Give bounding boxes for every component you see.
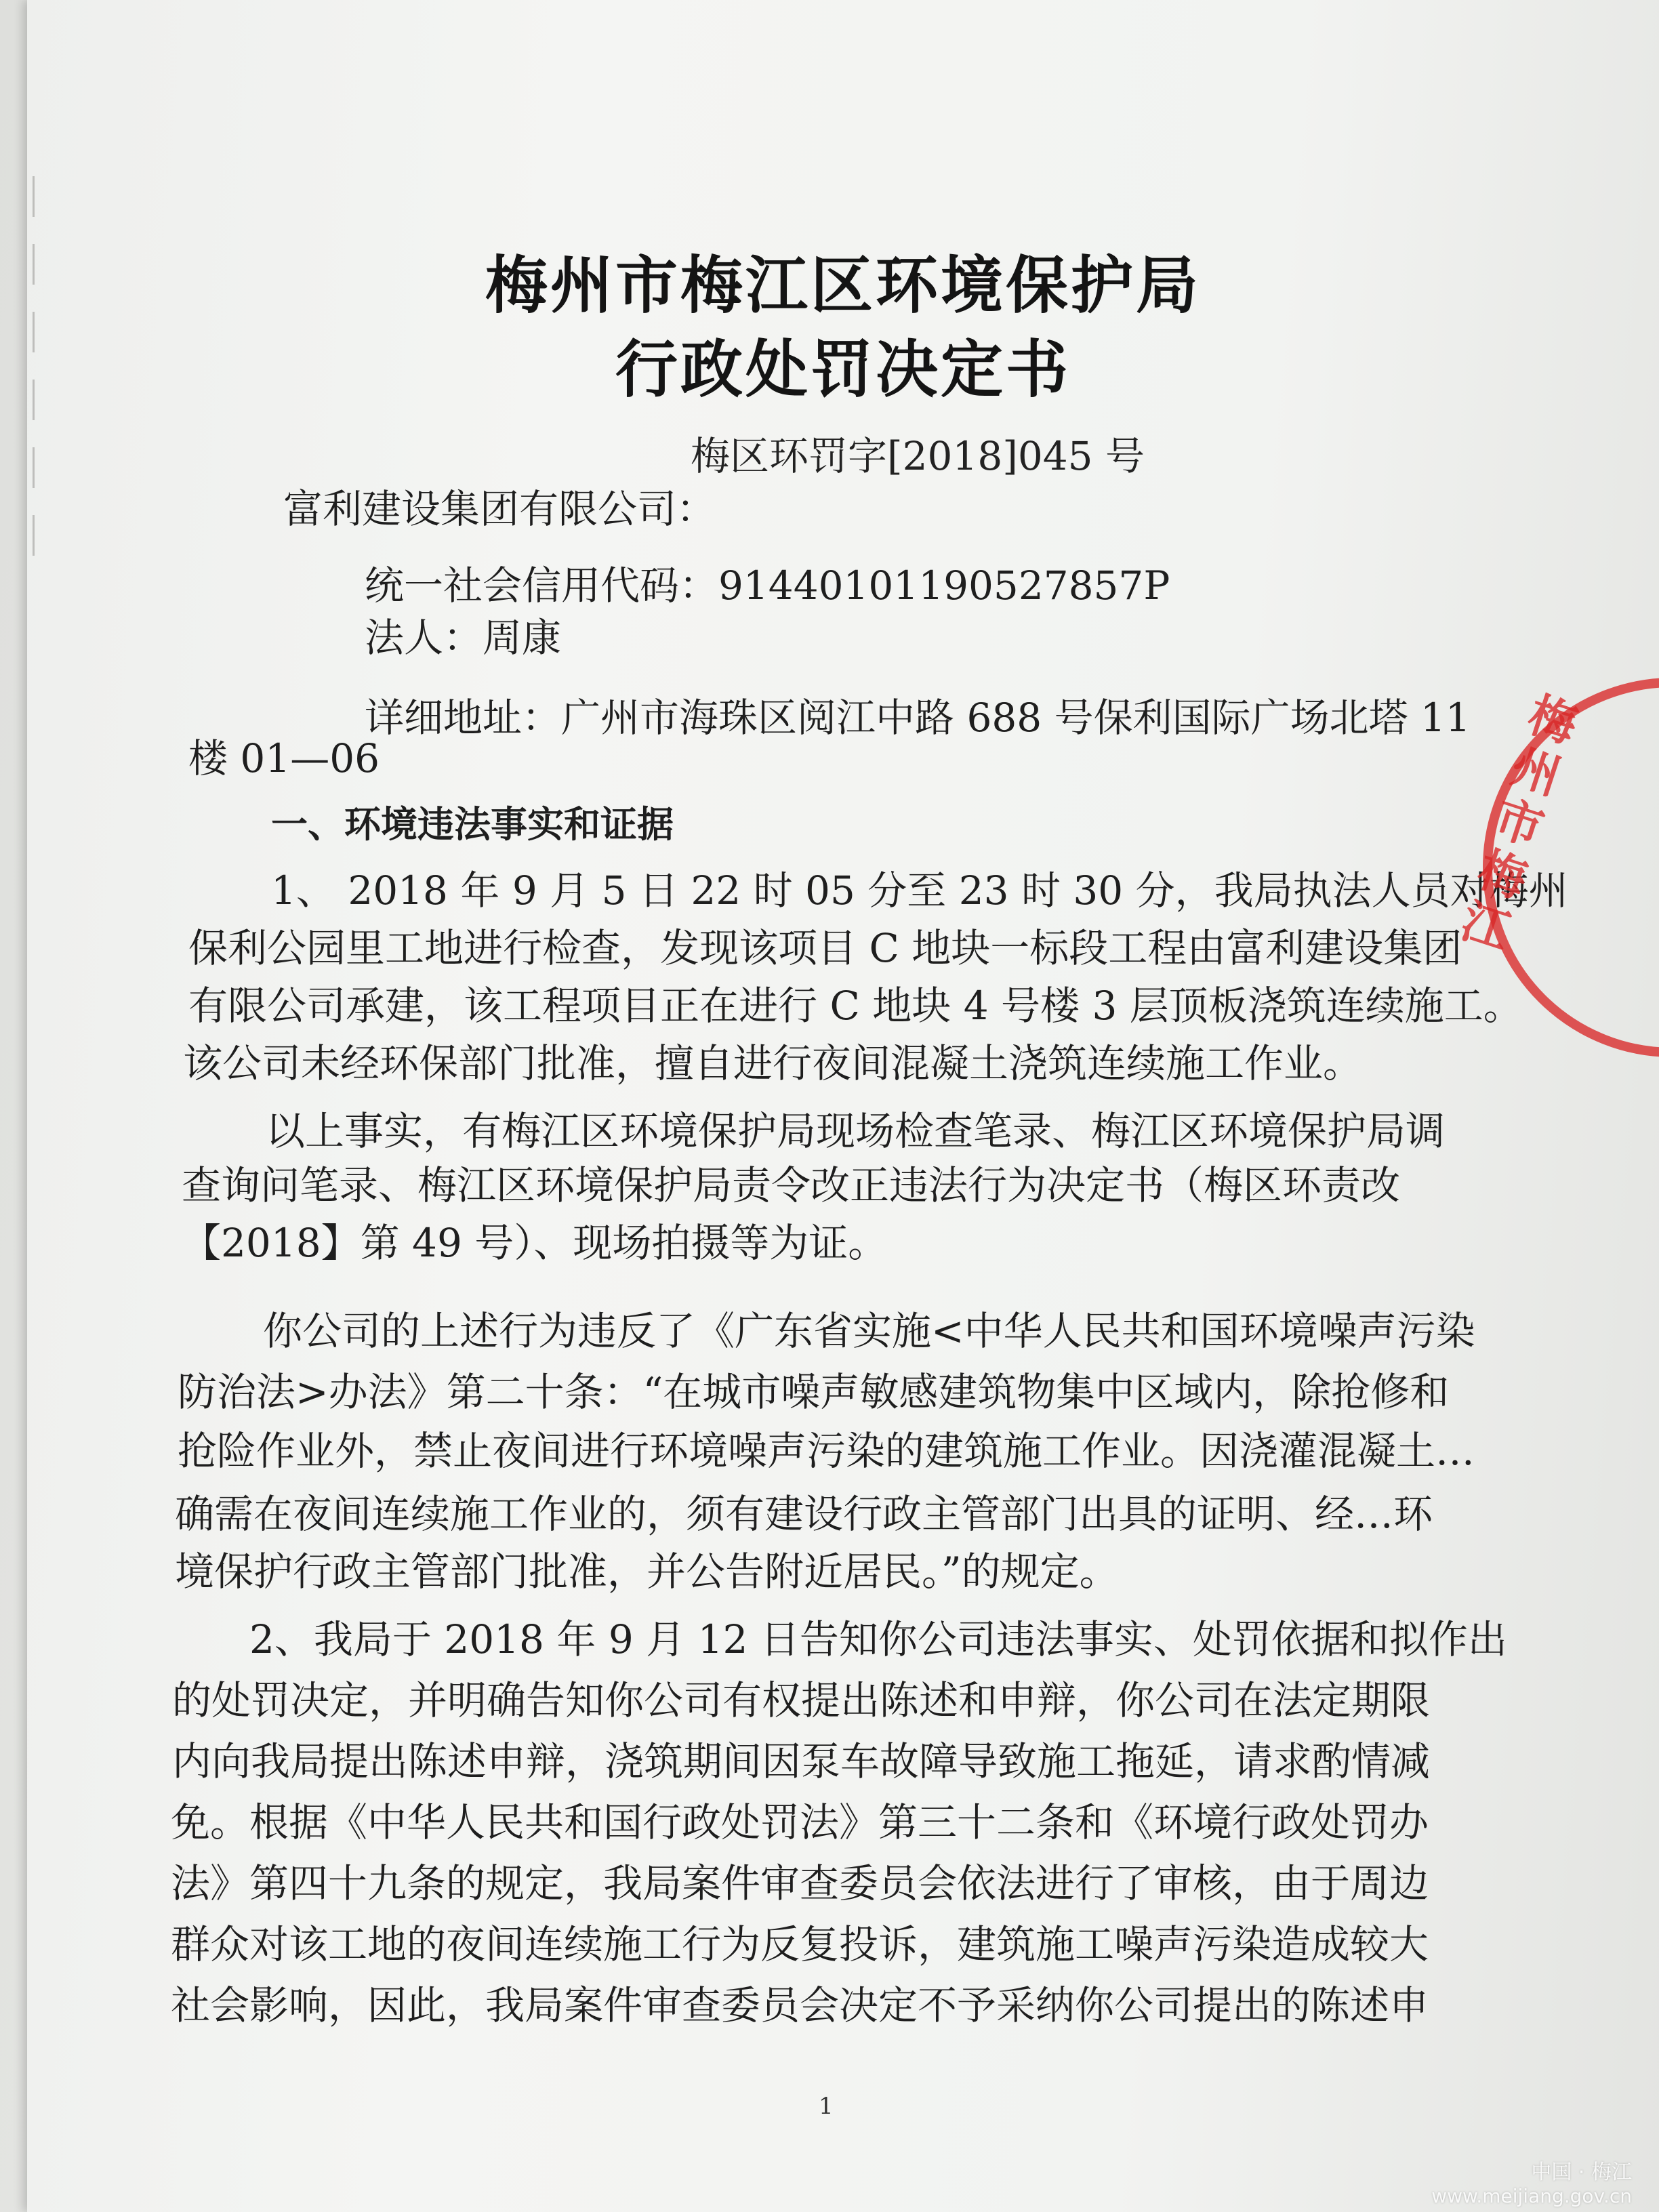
document-number: 梅区环罚字[2018]045 号 <box>690 433 1145 479</box>
body-line: 境保护行政主管部门批准，并公告附近居民。”的规定。 <box>175 1549 1119 1595</box>
body-line: 1、 2018 年 9 月 5 日 22 时 05 分至 23 时 30 分，我局执法人员对梅州 <box>271 867 1568 914</box>
legal-person: 法人：周康 <box>365 615 562 661</box>
document-title-line-1: 梅州市梅江区环境保护局 <box>485 249 1201 322</box>
body-line: 免。根据《中华人民共和国行政处罚法》第三十二条和《环境行政处罚办 <box>171 1799 1429 1845</box>
recipient: 富利建设集团有限公司： <box>283 486 716 532</box>
body-line: 法》第四十九条的规定，我局案件审查委员会依法进行了审核，由于周边 <box>171 1860 1429 1906</box>
watermark-line-2: www.meijiang.gov.cn <box>1431 2185 1632 2207</box>
body-line: 以上事实，有梅江区环境保护局现场检查笔录、梅江区环境保护局调 <box>266 1108 1446 1154</box>
address-line-2: 楼 01—06 <box>188 735 380 781</box>
body-line: 2、我局于 2018 年 9 月 12 日告知你公司违法事实、处罚依据和拟作出 <box>249 1616 1507 1662</box>
body-line: 你公司的上述行为违反了《广东省实施<中华人民共和国环境噪声污染 <box>263 1308 1475 1354</box>
body-line: 【2018】第 49 号）、现场拍摄等为证。 <box>182 1220 888 1266</box>
body-line: 抢险作业外，禁止夜间进行环境噪声污染的建筑施工作业。因浇灌混凝土… <box>178 1428 1475 1474</box>
site-watermark <box>1431 2155 1632 2207</box>
body-line: 群众对该工地的夜间连续施工行为反复投诉，建筑施工噪声污染造成较大 <box>171 1921 1429 1967</box>
body-line: 内向我局提出陈述申辩，浇筑期间因泵车故障导致施工拖延，请求酌情减 <box>172 1738 1431 1784</box>
page-number: 1 <box>819 2093 834 2120</box>
body-line: 有限公司承建，该工程项目正在进行 C 地块 4 号楼 3 层顶板浇筑连续施工。 <box>188 983 1523 1029</box>
body-line: 保利公园里工地进行检查，发现该项目 C 地块一标段工程由富利建设集团 <box>188 925 1462 971</box>
section-1-heading: 一、环境违法事实和证据 <box>271 803 674 846</box>
body-line: 防治法>办法》第二十条：“在城市噪声敏感建筑物集中区域内，除抢修和 <box>178 1369 1450 1415</box>
body-line: 该公司未经环保部门批准，擅自进行夜间混凝土浇筑连续施工作业。 <box>183 1040 1363 1086</box>
body-line: 的处罚决定，并明确告知你公司有权提出陈述和申辩，你公司在法定期限 <box>172 1677 1431 1723</box>
document-title-line-2: 行政处罚决定书 <box>615 333 1071 406</box>
body-line: 社会影响，因此，我局案件审查委员会决定不予采纳你公司提出的陈述申 <box>171 1982 1429 2028</box>
credit-code: 统一社会信用代码：91440101190527857P <box>365 562 1170 609</box>
body-line: 查询问笔录、梅江区环境保护局责令改正违法行为决定书（梅区环责改 <box>182 1162 1401 1208</box>
watermark-line-1: 中国 · 梅江 <box>1531 2160 1632 2184</box>
address-line-1: 详细地址：广州市海珠区阅江中路 688 号保利国际广场北塔 11 <box>365 695 1471 741</box>
seal-text: 梅州市梅江 <box>1446 686 1584 962</box>
body-line: 确需在夜间连续施工作业的，须有建设行政主管部门出具的证明、经…环 <box>175 1491 1433 1537</box>
